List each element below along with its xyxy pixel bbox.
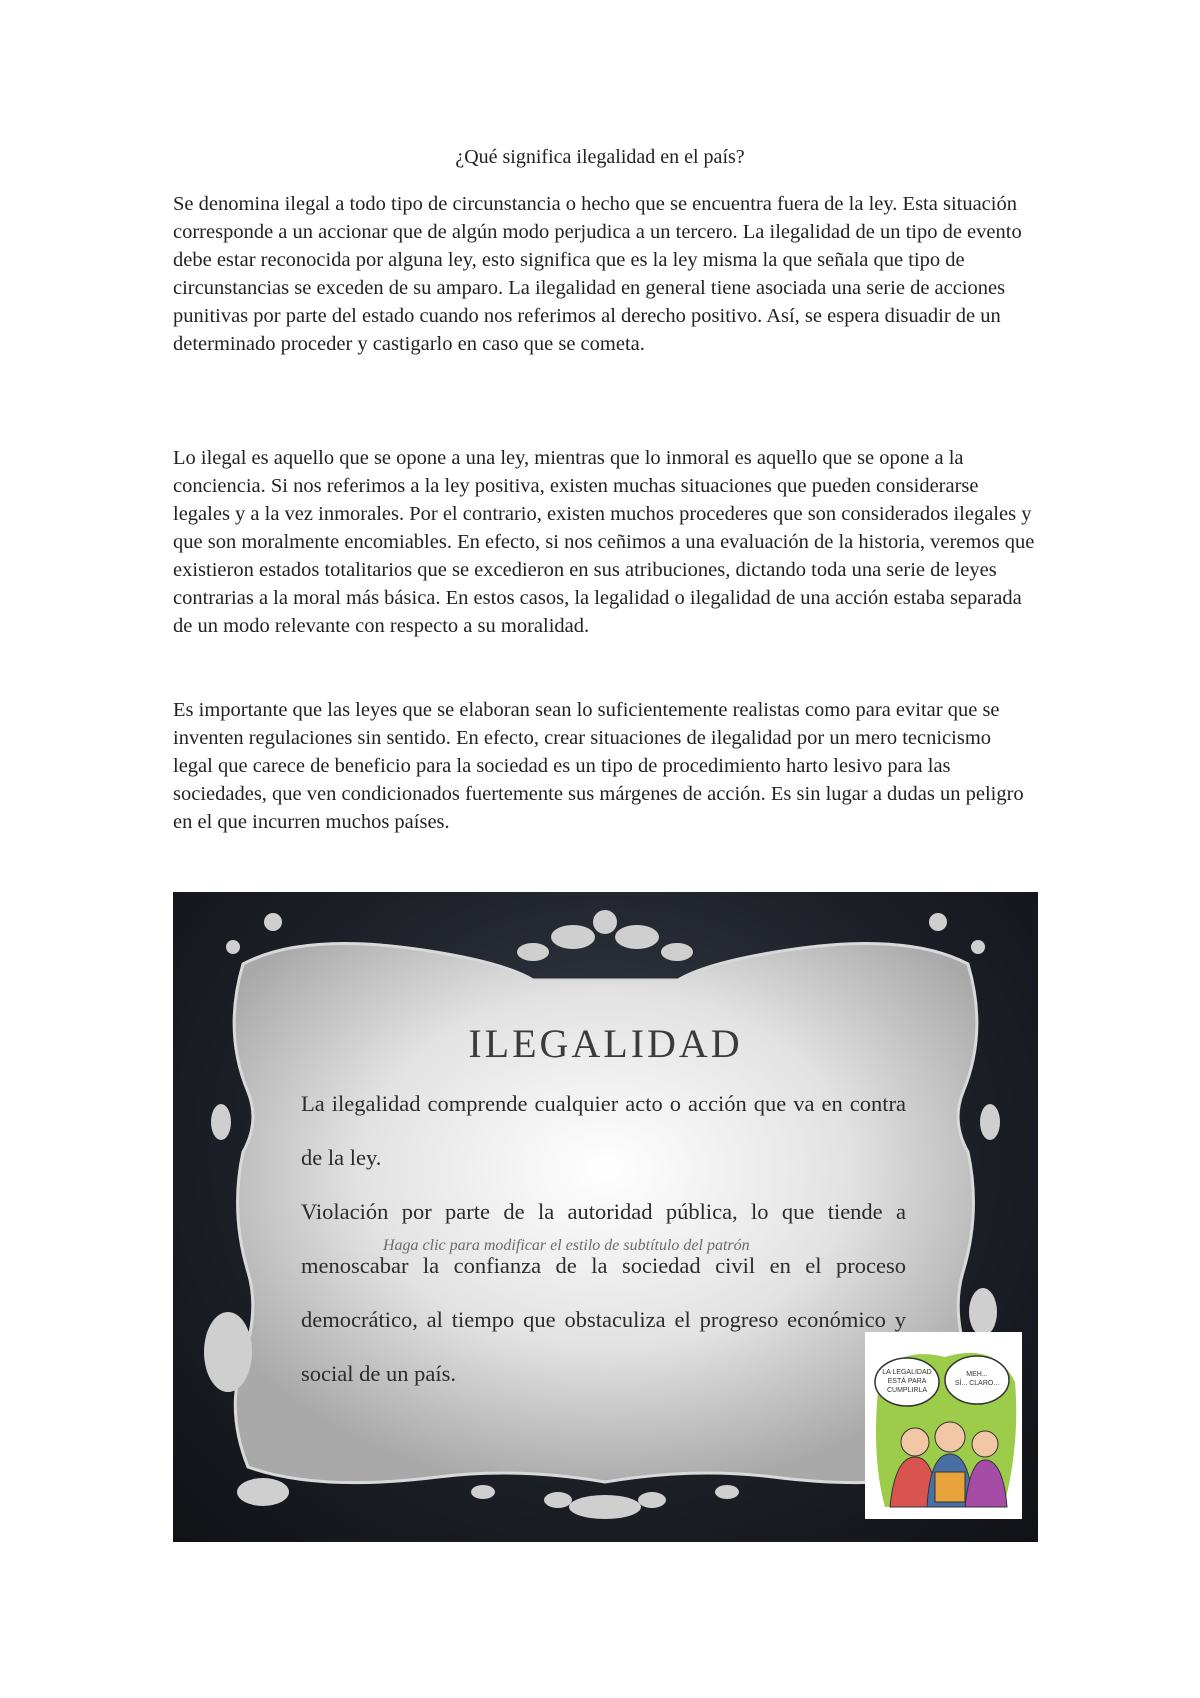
svg-text:MEH...SÍ... CLARO...: MEH... SÍ... CLARO... bbox=[954, 1371, 1000, 1387]
slide-heading: ILEGALIDAD bbox=[468, 1021, 743, 1066]
cartoon-image bbox=[865, 1332, 1022, 1519]
paragraph-3: Es importante que las leyes que se elaboran sean lo suficientemente realistas como para evitar que se inventen regulaciones sin sentido. En efecto, crear situaciones de ilegalidad por un mero tecnicismo legal que carece de beneficio para la sociedad es un tipo de procedimiento harto lesivo para las sociedades, que ven condicionados fuertemente sus márgenes de acción. Es sin lugar a dudas un peligro en el que incurren muchos países. bbox=[173, 699, 1024, 833]
svg-text:LA LEGALIDADESTÁ PARACUMPLIRLA: LA LEGALIDAD ESTÁ PARA CUMPLIRLA bbox=[882, 1369, 932, 1394]
cartoon-illustration bbox=[865, 1332, 1022, 1519]
subtitle-placeholder: Haga clic para modificar el estilo de subtítulo del patrón bbox=[383, 1237, 750, 1254]
slide-paragraph-1: La ilegalidad comprende cualquier acto o acción que va en contra de la ley. bbox=[301, 1091, 906, 1170]
slide-paragraph-2: Violación por parte de la autoridad pública, lo que tiende a menoscabar la confianza de la sociedad civil en el proceso democrático, al tiempo que obstaculiza el progreso económico y social de un país. bbox=[301, 1199, 906, 1386]
embedded-slide-image bbox=[173, 892, 1038, 1542]
paragraph-2: Lo ilegal es aquello que se opone a una ley, mientras que lo inmoral es aquello que se opone a la conciencia. Si nos referimos a la ley positiva, existen muchas situaciones que pueden considerarse legales y a la vez inmorales. Por el contrario, existen muchos procederes que son considerados ilegales y que son moralmente encomiables. En efecto, si nos ceñimos a una evaluación de la historia, veremos que existieron estados totalitarios que se excedieron en sus atribuciones, dictando toda una serie de leyes contrarias a la moral más básica. En estos casos, la legalidad o ilegalidad de una acción estaba separada de un modo relevante con respecto a su moralidad. bbox=[173, 447, 1035, 637]
document-title: ¿Qué significa ilegalidad en el país? bbox=[455, 146, 745, 168]
paragraph-1: Se denomina ilegal a todo tipo de circunstancia o hecho que se encuentra fuera de la ley. Esta situación corresponde a un accionar que de algún modo perjudica a un tercero. La ilegalidad de un tipo de evento debe estar reconocida por alguna ley, esto significa que es la ley misma la que señala que tipo de circunstancias se exceden de su amparo. La ilegalidad en general tiene asociada una serie de acciones punitivas por parte del estado cuando nos referimos al derecho positivo. Así, se espera disuadir de un determinado proceder y castigarlo en caso que se cometa. bbox=[173, 193, 1022, 355]
